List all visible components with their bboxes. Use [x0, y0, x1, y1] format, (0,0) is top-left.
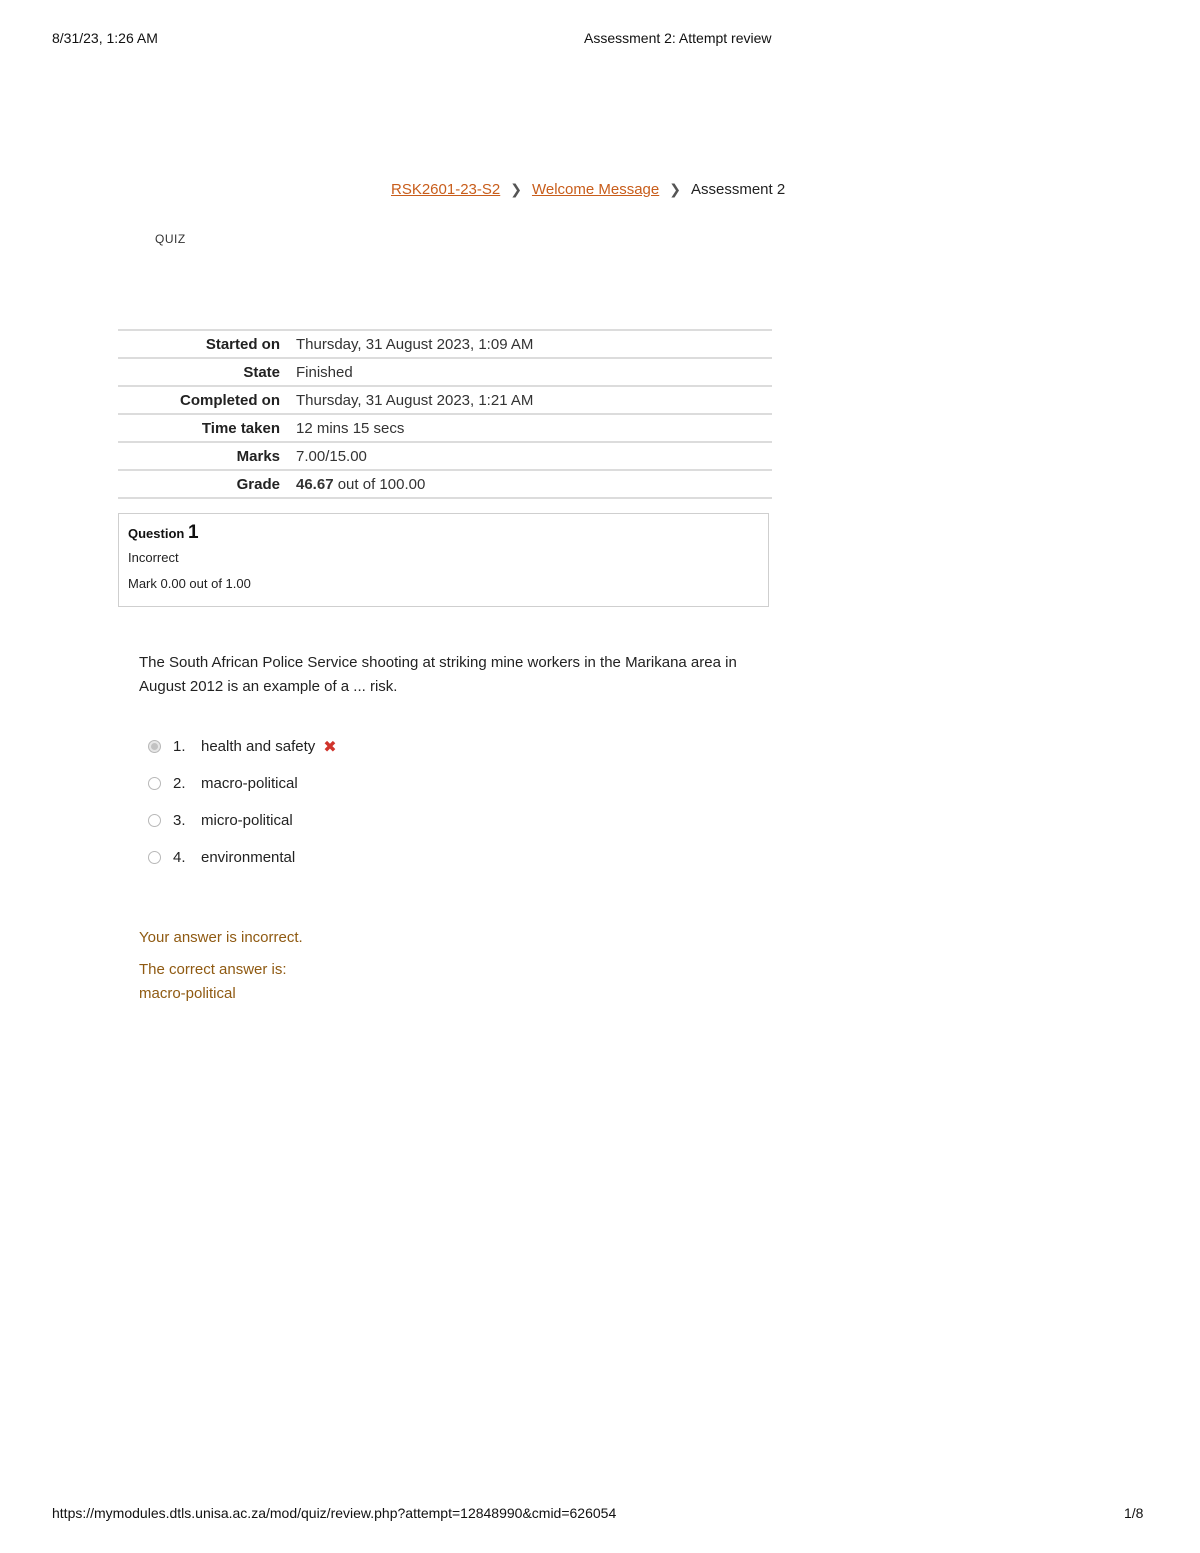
summary-value: 7.00/15.00	[296, 448, 367, 465]
summary-row-completed	[118, 386, 772, 414]
question-text: The South African Police Service shooting at striking mine workers in the Marikana area in August 2012 is an example of a ... risk.	[139, 654, 737, 695]
summary-value	[288, 470, 772, 498]
chevron-right-icon: ❯	[510, 181, 522, 197]
question-grade: Mark 0.00 out of 1.00	[128, 576, 251, 591]
breadcrumb-link-welcome[interactable]: Welcome Message	[531, 181, 660, 198]
summary-row-state	[118, 358, 772, 386]
answer-option[interactable]	[148, 728, 337, 765]
question-state: Incorrect	[128, 550, 179, 565]
answer-option[interactable]	[148, 802, 337, 839]
summary-row-time-taken	[118, 414, 772, 442]
answer-number: 3.	[173, 812, 186, 829]
right-answer-value: macro-political	[139, 985, 236, 1002]
print-footer-page: 1/8	[1124, 1505, 1144, 1521]
right-answer-label: The correct answer is:	[139, 961, 287, 978]
radio-button[interactable]	[148, 851, 161, 864]
summary-label: Marks	[236, 448, 280, 465]
question-label: Question	[128, 526, 188, 541]
summary-label: Completed on	[180, 392, 280, 409]
summary-value: Finished	[296, 364, 353, 381]
answer-label: health and safety	[201, 738, 316, 755]
radio-button[interactable]	[148, 814, 161, 827]
summary-label: Started on	[205, 336, 280, 353]
feedback-text: Your answer is incorrect.	[139, 929, 303, 946]
breadcrumb-link-course[interactable]: RSK2601-23-S2	[391, 181, 501, 198]
chevron-right-icon: ❯	[669, 181, 681, 197]
answer-label: environmental	[201, 849, 296, 866]
summary-value: Thursday, 31 August 2023, 1:21 AM	[296, 392, 534, 409]
radio-button-checked[interactable]	[148, 740, 161, 753]
summary-row-grade	[118, 470, 772, 498]
summary-label: State	[243, 364, 280, 381]
answer-number: 1.	[173, 738, 186, 755]
summary-label: Grade	[236, 476, 280, 493]
grade-score: 46.67	[296, 476, 334, 493]
answer-option[interactable]	[148, 839, 337, 876]
summary-value: 12 mins 15 secs	[296, 420, 405, 437]
answer-option[interactable]	[148, 765, 337, 802]
question-number	[128, 522, 759, 544]
incorrect-cross-icon: ✖	[323, 738, 337, 756]
summary-value: Thursday, 31 August 2023, 1:09 AM	[296, 336, 534, 353]
answer-list	[148, 728, 337, 876]
print-header-title: Assessment 2: Attempt review	[584, 30, 772, 46]
grade-out-of: out of 100.00	[333, 476, 426, 493]
summary-row-marks	[118, 442, 772, 470]
question-number-value: 1	[187, 522, 199, 543]
radio-button[interactable]	[148, 777, 161, 790]
question-info-box	[118, 513, 769, 607]
print-footer-url: https://mymodules.dtls.unisa.ac.za/mod/quiz/review.php?attempt=12848990&cmid=626054	[52, 1505, 617, 1521]
answer-label: micro-political	[201, 812, 293, 829]
breadcrumb-current: Assessment 2	[690, 181, 786, 198]
attempt-summary-table	[118, 329, 772, 499]
feedback-block	[139, 926, 303, 1006]
quiz-label: QUIZ	[155, 232, 186, 246]
answer-number: 2.	[173, 775, 186, 792]
breadcrumb	[391, 181, 785, 198]
summary-row-started	[118, 330, 772, 358]
answer-label: macro-political	[201, 775, 298, 792]
print-header-datetime: 8/31/23, 1:26 AM	[52, 30, 158, 46]
answer-number: 4.	[173, 849, 186, 866]
summary-label: Time taken	[201, 420, 280, 437]
